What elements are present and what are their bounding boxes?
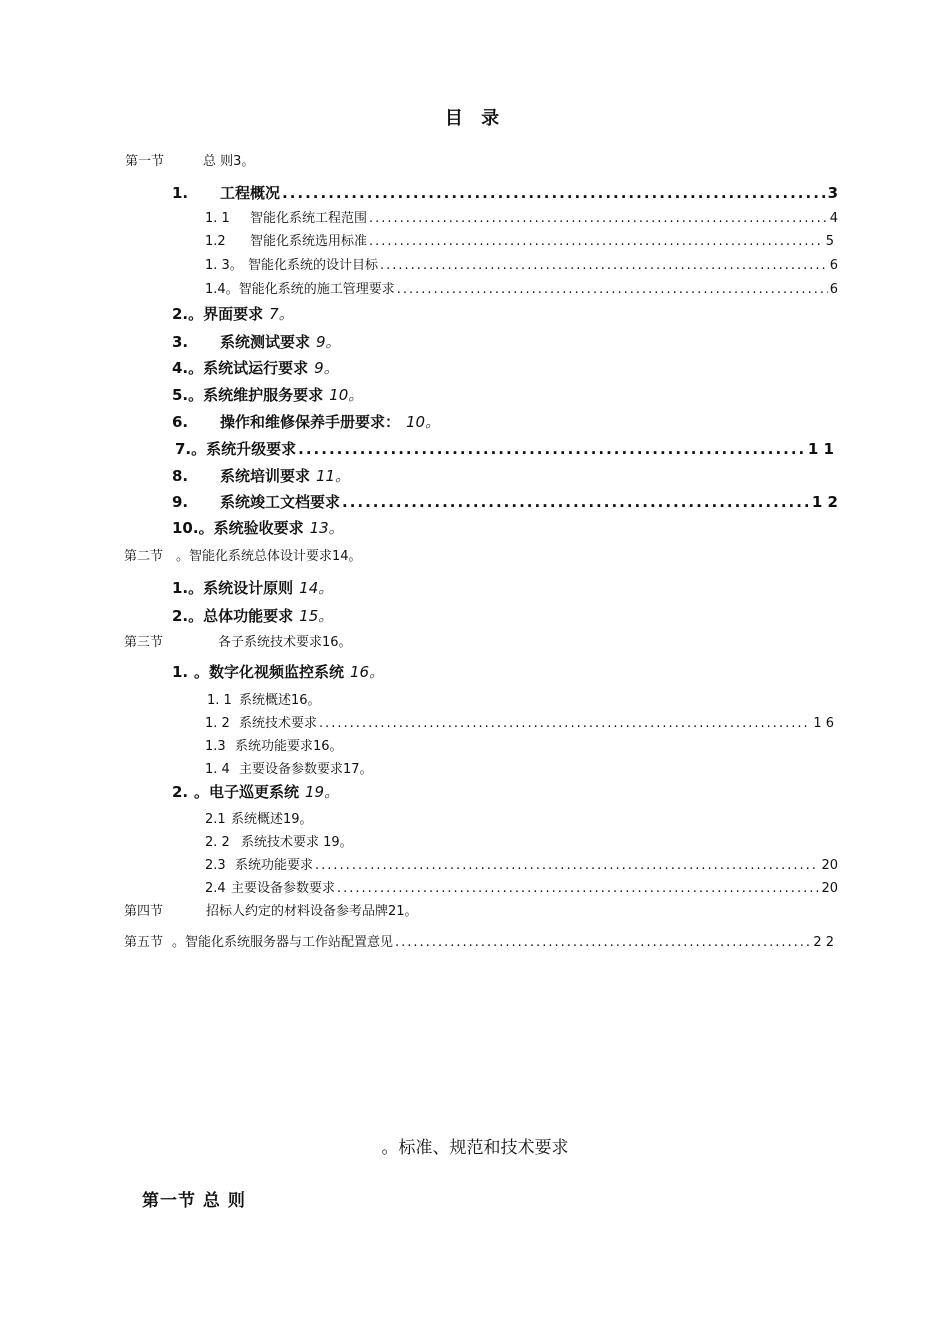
toc-entry[interactable] [172,331,341,352]
toc-entry[interactable] [205,207,838,226]
chapter-heading: 。标准、规范和技术要求 [381,1138,569,1158]
toc-entry-title: 主要设备参数要求17。 [239,762,373,777]
toc-entry-page: 11。 [316,467,351,485]
toc-leader-dots [319,716,811,731]
toc-entry-title: 。智能化系统服务器与工作站配置意见 [172,935,394,950]
toc-entry[interactable] [172,577,333,598]
toc-entry-number: 1. 2 [205,716,230,731]
toc-entry-number: 第五节 [124,935,164,950]
toc-entry[interactable] [124,931,834,950]
toc-entry-page: 1 1 [807,440,834,458]
toc-entry-title: 系统维护服务要求 [203,386,324,404]
toc-entry[interactable] [205,854,838,873]
toc-entry[interactable] [124,631,352,650]
toc-entry[interactable] [172,303,294,324]
toc-entry-page: 20 [821,858,838,873]
toc-entry[interactable] [172,781,339,802]
toc-entry-title: 操作和维修保养手册要求： [220,413,401,431]
toc-leader-dots [369,211,828,226]
toc-entry-title: 系统验收要求 [213,519,304,537]
toc-entry-number: 1. 1 [207,693,232,708]
toc-title: 目 录 [444,108,506,129]
toc-entry-title: 系统功能要求 [235,858,314,873]
toc-entry-number: 1.4。 [205,282,239,297]
toc-leader-dots [315,858,819,873]
toc-entry-title: 系统测试要求 [220,333,311,351]
toc-entry-number: 1. 3。 [205,258,243,273]
toc-entry[interactable] [172,357,339,378]
toc-entry-page: 1 6 [813,716,834,731]
toc-entry-number: 2.3 [205,858,226,873]
toc-entry-page: 9。 [314,359,339,377]
section-heading: 第一节 总 则 [142,1191,246,1211]
toc-entry-number: 1. 1 [205,211,230,226]
toc-entry-number: 5.。 [172,386,204,404]
toc-entry-page: 14。 [299,579,334,597]
toc-entry-page: 20 [821,881,838,896]
toc-entry-number: 2.。 [172,305,204,323]
toc-entry-title: 系统概述16。 [239,693,321,708]
toc-entry-title: 系统概述19。 [231,812,313,827]
toc-entry-page: 19。 [305,783,340,801]
toc-entry[interactable] [172,465,350,486]
toc-entry[interactable] [172,182,838,203]
toc-entry[interactable] [172,517,344,538]
toc-entry[interactable] [172,384,363,405]
toc-entry-number: 1. [172,663,189,681]
toc-entry-number: 1. [172,184,189,202]
toc-entry-page: 10。 [329,386,364,404]
toc-entry-page: 16。 [350,663,385,681]
toc-entry[interactable] [205,254,838,273]
toc-leader-dots [380,258,828,273]
toc-entry-number: 2. 2 [205,835,230,850]
toc-entry-title: 各子系统技术要求16。 [218,635,352,650]
toc-entry-title: 智能化系统工程范围 [250,211,368,226]
toc-leader-dots [397,282,828,297]
toc-entry-title: 系统竣工文档要求 [220,493,341,511]
toc-entry-number: 3. [172,333,189,351]
toc-entry[interactable] [205,877,838,896]
toc-entry-title: 工程概况 [220,184,281,202]
toc-entry[interactable] [172,605,333,626]
toc-leader-dots [282,184,826,202]
toc-entry[interactable] [205,831,353,850]
toc-leader-dots [395,935,811,950]
toc-leader-dots [369,234,824,249]
toc-entry-title: 。智能化系统总体设计要求14。 [176,549,362,564]
toc-entry-page: 2 2 [813,935,834,950]
toc-entry-page: 4 [829,211,838,226]
toc-entry-title: 智能化系统选用标准 [250,234,368,249]
toc-entry-title: 总体功能要求 [203,607,294,625]
toc-leader-dots [342,493,810,511]
toc-entry-number: 1.2 [205,234,226,249]
toc-leader-dots [298,440,806,458]
toc-entry[interactable] [125,150,254,169]
toc-entry-number: 第一节 [125,154,165,169]
toc-entry-title: 系统设计原则 [203,579,294,597]
toc-entry-number: 2. [172,783,189,801]
toc-entry-number: 1.3 [205,739,226,754]
toc-entry[interactable] [124,545,362,564]
toc-entry-title: 系统升级要求 [206,440,297,458]
toc-entry-number: 8. [172,467,189,485]
toc-entry-title: 招标人约定的材料设备参考品牌21。 [206,904,418,919]
toc-entry[interactable] [124,900,418,919]
toc-entry-number: 1.。 [172,579,204,597]
toc-entry-number: 4.。 [172,359,204,377]
toc-entry-page: 13。 [309,519,344,537]
toc-entry[interactable] [207,689,321,708]
toc-entry-title: 界面要求 [203,305,264,323]
toc-entry[interactable] [205,735,343,754]
toc-entry-number: 9. [172,493,189,511]
toc-entry-number: 第四节 [124,904,164,919]
toc-entry-page: 3 [827,184,838,202]
toc-entry-title: 。数字化视频监控系统 [194,663,345,681]
toc-entry[interactable] [205,230,834,249]
toc-entry-title: 。电子巡更系统 [194,783,300,801]
toc-entry[interactable] [175,438,834,459]
toc-entry-number: 2.1 [205,812,226,827]
toc-entry-page: 1 2 [811,493,838,511]
toc-entry-page: 6 [829,282,838,297]
toc-leader-dots [337,881,819,896]
toc-entry-page: 9。 [316,333,341,351]
toc-entry-title: 系统功能要求16。 [235,739,343,754]
toc-entry-page: 10。 [406,413,441,431]
toc-entry-title: 系统技术要求 19。 [241,835,353,850]
toc-entry[interactable] [205,278,838,297]
toc-entry[interactable] [172,661,384,682]
toc-entry-title: 总 则3。 [203,154,255,169]
toc-entry-number: 2.4 [205,881,226,896]
toc-entry-title: 智能化系统的设计目标 [248,258,379,273]
toc-entry[interactable] [205,712,834,731]
toc-entry-page: 6 [829,258,838,273]
toc-entry-title: 主要设备参数要求 [231,881,336,896]
toc-entry-number: 10.。 [172,519,214,537]
toc-entry-title: 智能化系统的施工管理要求 [238,282,395,297]
toc-entry-title: 系统技术要求 [239,716,318,731]
toc-entry-title: 系统试运行要求 [203,359,309,377]
toc-entry-number: 6. [172,413,189,431]
toc-entry[interactable] [172,411,440,432]
toc-entry-page: 5 [825,234,834,249]
toc-entry[interactable] [172,491,838,512]
toc-entry[interactable] [205,808,313,827]
toc-entry-number: 1. 4 [205,762,230,777]
toc-entry-number: 第三节 [124,635,164,650]
toc-entry-page: 7。 [269,305,294,323]
toc-entry-number: 2.。 [172,607,204,625]
toc-entry-number: 7.。 [175,440,207,458]
toc-entry-number: 第二节 [124,549,164,564]
toc-entry-page: 15。 [299,607,334,625]
toc-entry-title: 系统培训要求 [220,467,311,485]
toc-entry[interactable] [205,758,373,777]
